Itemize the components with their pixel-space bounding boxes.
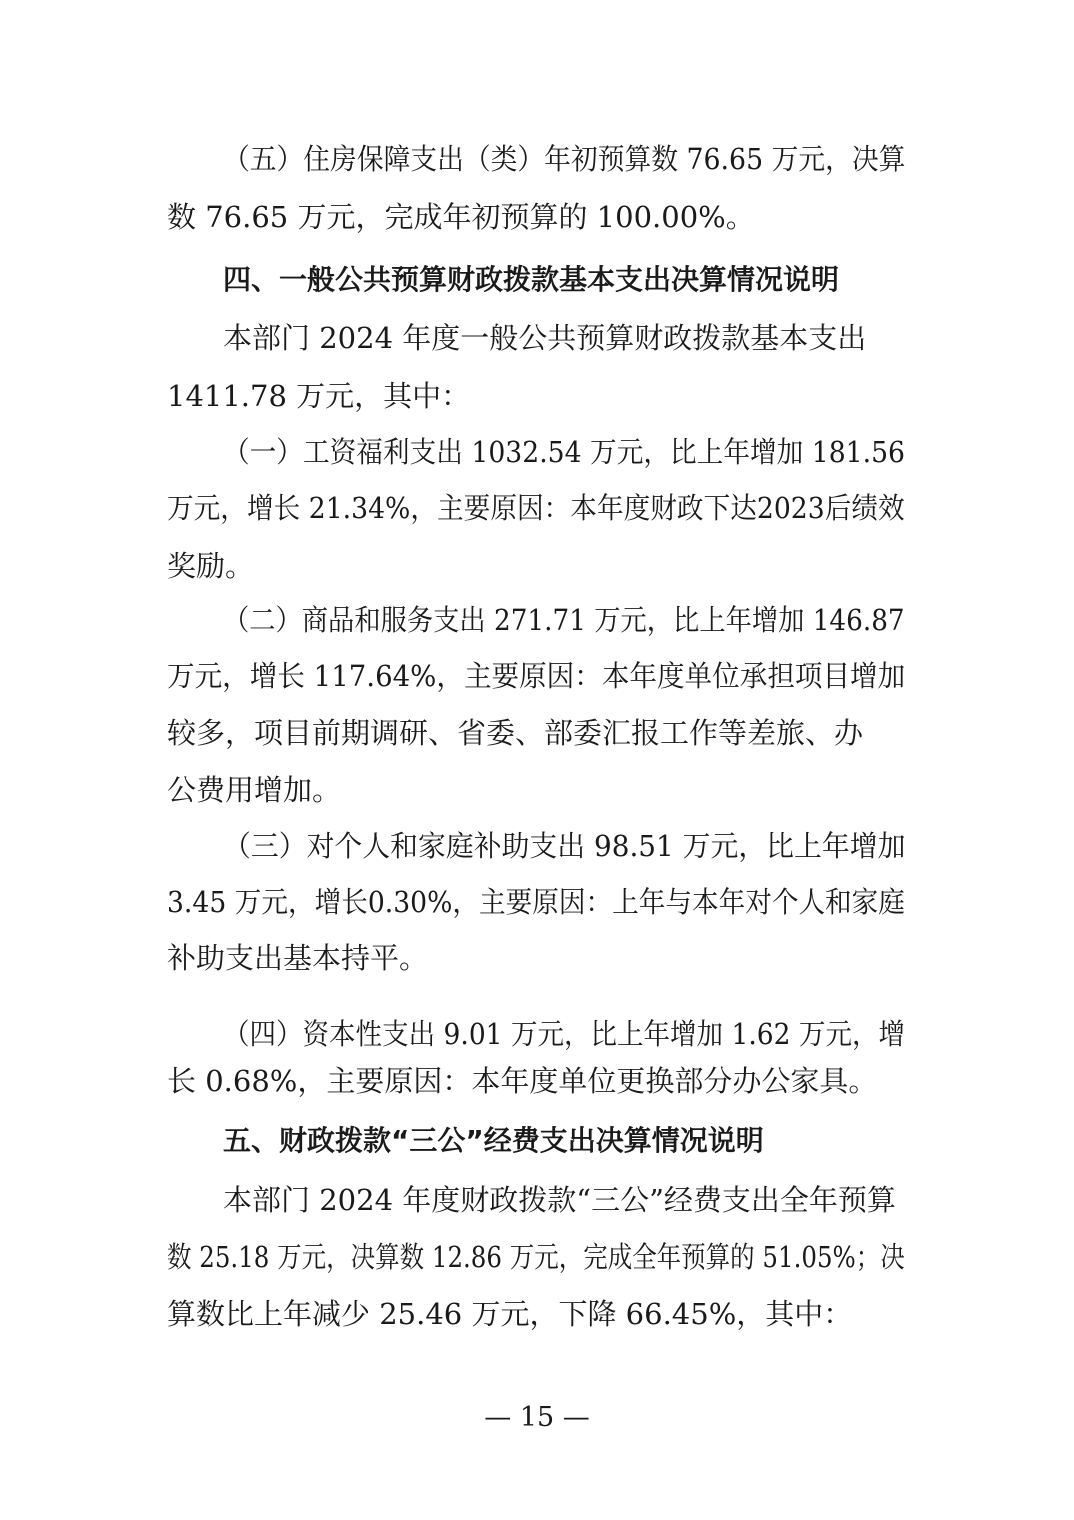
goods-services-line-1: （二）商品和服务支出 271.71 万元，比上年增加 146.87 xyxy=(223,603,905,637)
goods-services-line-4: 公费用增加。 xyxy=(167,773,342,807)
three-public-line-2: 数 25.18 万元，决算数 12.86 万元，完成全年预算的 51.05%；决 xyxy=(167,1240,905,1274)
basic-expenditure-intro-line-2: 1411.78 万元，其中： xyxy=(167,379,471,413)
goods-services-line-2: 万元，增长 117.64%，主要原因：本年度单位承担项目增加 xyxy=(167,659,906,693)
household-subsidy-line-3: 补助支出基本持平。 xyxy=(167,941,429,975)
paragraph-5-housing-line-1: （五）住房保障支出（类）年初预算数 76.65 万元，决算 xyxy=(223,142,906,176)
household-subsidy-line-1: （三）对个人和家庭补助支出 98.51 万元，比上年增加 xyxy=(223,829,906,863)
household-subsidy-line-2: 3.45 万元，增长0.30%，主要原因：上年与本年对个人和家庭 xyxy=(167,885,905,919)
wages-welfare-line-2: 万元，增长 21.34%，主要原因：本年度财政下达2023后绩效 xyxy=(167,491,905,525)
three-public-line-1: 本部门 2024 年度财政拨款“三公”经费支出全年预算 xyxy=(223,1183,896,1217)
wages-welfare-line-3: 奖励。 xyxy=(167,549,255,583)
basic-expenditure-intro-line-1: 本部门 2024 年度一般公共预算财政拨款基本支出 xyxy=(223,321,867,355)
capital-expenditure-line-1: （四）资本性支出 9.01 万元，比上年增加 1.62 万元，增 xyxy=(223,1017,906,1051)
goods-services-line-3: 较多，项目前期调研、省委、部委汇报工作等差旅、办 xyxy=(167,716,864,750)
wages-welfare-line-1: （一）工资福利支出 1032.54 万元，比上年增加 181.56 xyxy=(223,435,906,469)
section-heading-5: 五、财政拨款“三公”经费支出决算情况说明 xyxy=(223,1124,764,1157)
capital-expenditure-line-2: 长 0.68%，主要原因：本年度单位更换部分办公家具。 xyxy=(167,1064,878,1098)
page-number: — 15 — xyxy=(484,1402,590,1433)
section-heading-4: 四、一般公共预算财政拨款基本支出决算情况说明 xyxy=(223,263,840,296)
three-public-line-3: 算数比上年减少 25.46 万元，下降 66.45%，其中： xyxy=(167,1297,853,1331)
paragraph-5-housing-line-2: 数 76.65 万元，完成年初预算的 100.00%。 xyxy=(167,200,755,234)
